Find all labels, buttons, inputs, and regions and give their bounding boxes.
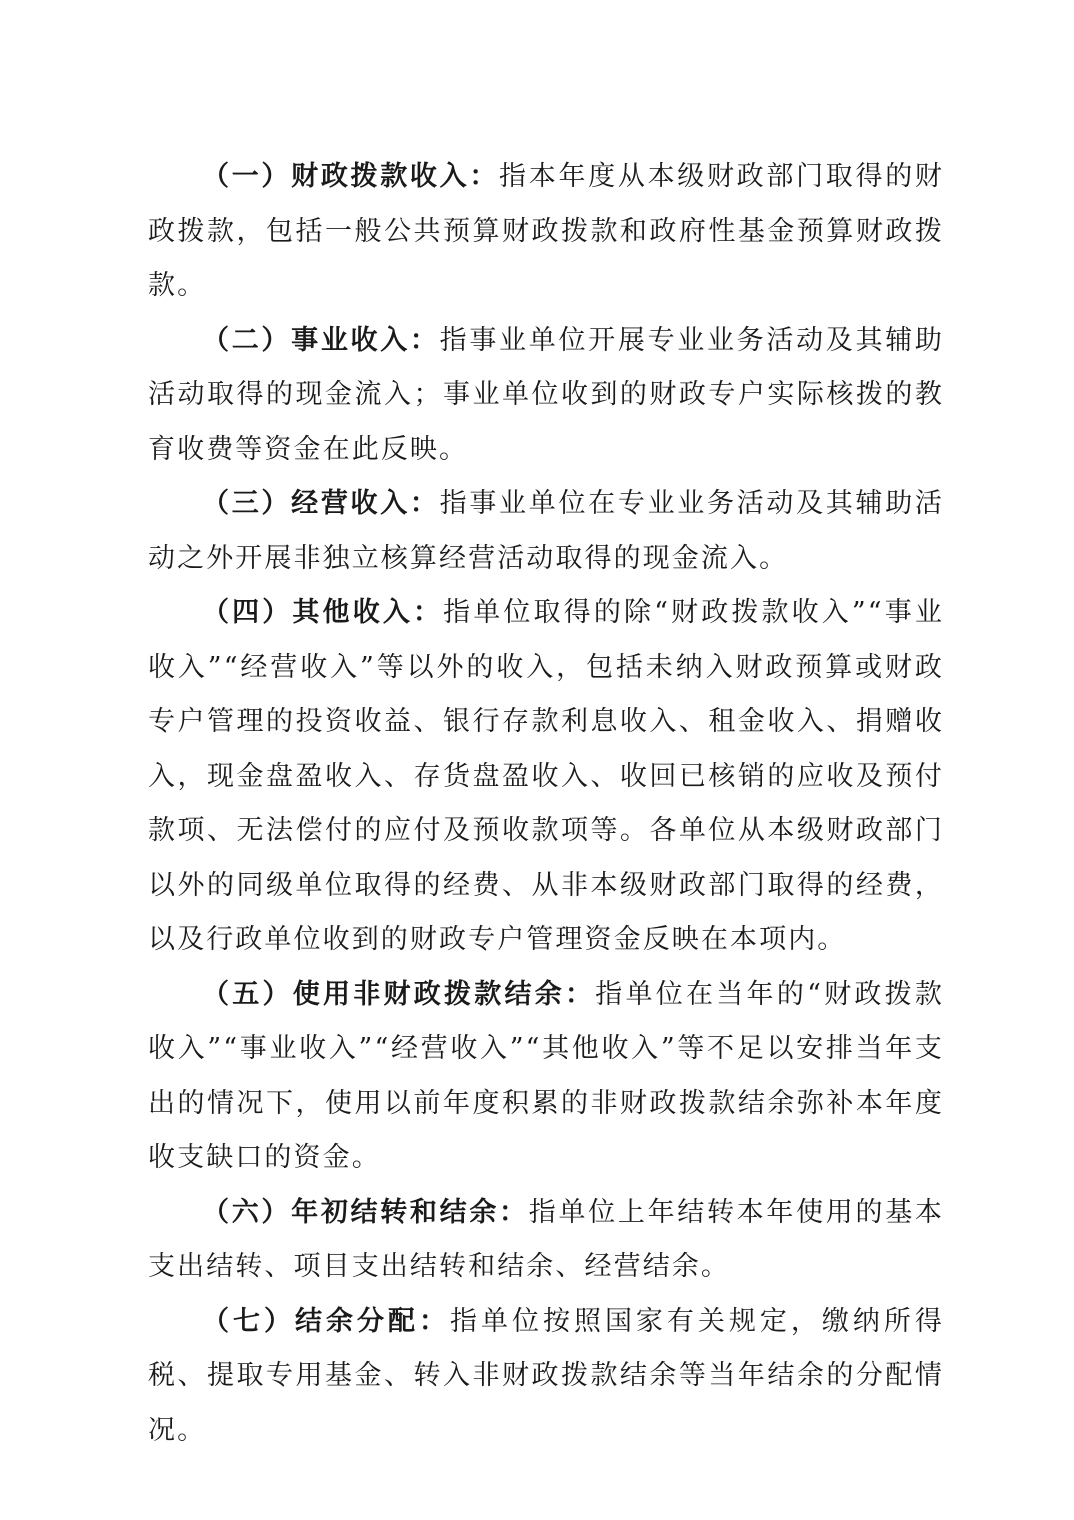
- paragraph-non-fiscal-surplus-use: [148, 968, 944, 1186]
- paragraph-term: （七）结余分配：: [202, 1305, 450, 1337]
- paragraph-other-income: [148, 586, 944, 968]
- paragraph-text: 指单位取得的除“财政拨款收入”“事业收入”“经营收入”等以外的收入，包括未纳入财政预算或财政专户管理的投资收益、银行存款利息收入、租金收入、捐赠收入，现金盘盈收入、存货盘盈收入、收回已核销的应收及预付款项、无法偿付的应付及预收款项等。各单位从本级财政部门以外的同级单位取得的经费、从非本级财政部门取得的经费，以及行政单位收到的财政专户管理资金反映在本项内。: [148, 597, 944, 955]
- paragraph-text: 指单位在当年的“财政拨款收入”“事业收入”“经营收入”“其他收入”等不足以安排当年支出的情况下，使用以前年度积累的非财政拨款结余弥补本年度收支缺口的资金。: [148, 978, 944, 1173]
- paragraph-surplus-distribution: [148, 1295, 944, 1459]
- paragraph-fiscal-appropriation-income: [148, 150, 944, 314]
- paragraph-term: （五）使用非财政拨款结余：: [202, 978, 596, 1010]
- paragraph-term: （一）财政拨款收入：: [202, 161, 500, 192]
- paragraph-text: 指事业单位在专业业务活动及其辅助活动之外开展非独立核算经营活动取得的现金流入。: [148, 488, 944, 574]
- paragraph-text: 指事业单位开展专业业务活动及其辅助活动取得的现金流入；事业单位收到的财政专户实际核拨的教育收费等资金在此反映。: [148, 324, 944, 465]
- paragraph-opening-carryover: [148, 1186, 944, 1295]
- paragraph-text: 指单位上年结转本年使用的基本支出结转、项目支出结转和结余、经营结余。: [148, 1196, 944, 1282]
- paragraph-business-income: [148, 314, 944, 478]
- paragraph-operating-income: [148, 477, 944, 586]
- document-body: [148, 150, 944, 1458]
- paragraph-term: （四）其他收入：: [202, 597, 444, 628]
- paragraph-text: 指单位按照国家有关规定，缴纳所得税、提取专用基金、转入非财政拨款结余等当年结余的分配情况。: [148, 1305, 944, 1446]
- paragraph-text: 指本年度从本级财政部门取得的财政拨款，包括一般公共预算财政拨款和政府性基金预算财政拨款。: [148, 161, 945, 301]
- paragraph-term: （六）年初结转和结余：: [202, 1196, 529, 1228]
- paragraph-term: （二）事业收入：: [202, 324, 440, 356]
- paragraph-term: （三）经营收入：: [202, 488, 440, 519]
